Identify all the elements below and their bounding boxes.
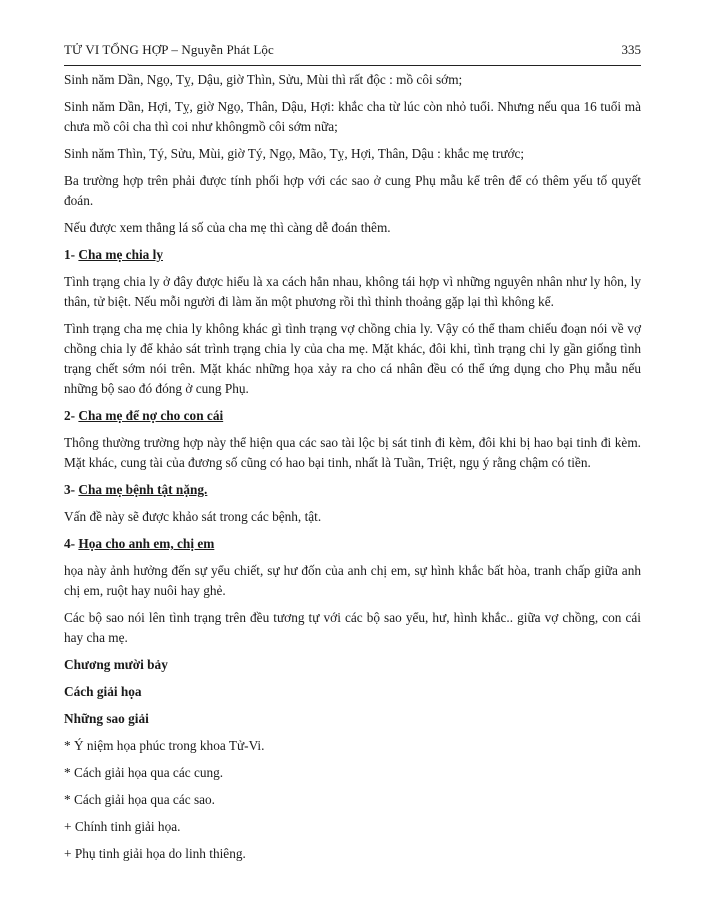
list-item: + Phụ tinh giải họa do linh thiêng. — [64, 846, 246, 861]
list-item: + Chính tinh giải họa. — [64, 819, 181, 834]
section-heading-3 — [64, 480, 641, 500]
intro-paragraph: Ba trường hợp trên phải được tính phối hợp với các sao ở cung Phụ mẫu kể trên để có thêm yếu tố quyết đoán. — [64, 173, 641, 208]
section-number: 4- — [64, 536, 76, 551]
header-title: TỬ VI TỔNG HỢP – Nguyễn Phát Lộc — [64, 42, 274, 57]
section-paragraph: Vấn đề này sẽ được khảo sát trong các bệnh, tật. — [64, 509, 322, 524]
page-number: 335 — [621, 42, 641, 57]
chapter-subtitle: Cách giải họa — [64, 684, 142, 699]
list-item: * Cách giải họa qua các sao. — [64, 792, 216, 807]
section-paragraph: Thông thường trường hợp này thể hiện qua các sao tài lộc bị sát tinh đi kèm, đôi khi bị hao bại tinh đi kèm. Mặt khác, cung tài của đương số cũng có hao bại tinh, nhất là Tuần, Triệt, ngụ ý rằng chậm có tiền. — [64, 435, 641, 470]
list-item: * Cách giải họa qua các cung. — [64, 765, 224, 780]
section-paragraph: Các bộ sao nói lên tình trạng trên đều tương tự với các bộ sao yểu, hư, hình khắc.. giữa vợ chồng, con cái hay cha mẹ. — [64, 610, 641, 645]
intro-paragraph: Sinh năm Dần, Hợi, Tỵ, giờ Ngọ, Thân, Dậu, Hợi: khắc cha từ lúc còn nhỏ tuổi. Nhưng nếu qua 16 tuổi mà chưa mồ côi cha thì coi như khôngmồ côi sớm nữa; — [64, 99, 641, 134]
section-title: Họa cho anh em, chị em — [78, 536, 215, 551]
section-number: 3- — [64, 482, 76, 497]
section-heading-2 — [64, 406, 641, 426]
section-number: 2- — [64, 408, 76, 423]
chapter-title: Chương mười bảy — [64, 657, 168, 672]
section-paragraph: họa này ảnh hưởng đến sự yểu chiết, sự hư đốn của anh chị em, sự hình khắc bất hòa, tranh chấp giữa anh chị em, ruột hay nuôi hay ghẻ. — [64, 563, 641, 598]
section-number: 1- — [64, 247, 76, 262]
document-page — [64, 42, 641, 871]
intro-paragraph: Sinh năm Dần, Ngọ, Tỵ, Dậu, giờ Thìn, Sửu, Mùi thì rất độc : mồ côi sớm; — [64, 72, 463, 87]
section-paragraph: Tình trạng chia ly ở đây được hiểu là xa cách hẳn nhau, không tái hợp vì những nguyên nhân như ly hôn, ly thân, tử biệt. Nếu mỗi người đi làm ăn một phương rồi thì thỉnh thoảng gặp lại thì không kể. — [64, 274, 641, 309]
section-heading-1 — [64, 245, 641, 265]
section-heading-4 — [64, 534, 641, 554]
page-header — [64, 42, 641, 66]
list-item: * Ý niệm họa phúc trong khoa Tử-Vi. — [64, 738, 265, 753]
intro-paragraph: Sinh năm Thìn, Tý, Sửu, Mùi, giờ Tý, Ngọ, Mão, Tỵ, Hợi, Thân, Dậu : khắc mẹ trước; — [64, 146, 525, 161]
intro-paragraph: Nếu được xem thẳng lá số của cha mẹ thì càng dễ đoán thêm. — [64, 220, 391, 235]
section-title: Cha mẹ để nợ cho con cái — [78, 408, 224, 423]
section-title: Cha mẹ chia ly — [78, 247, 163, 262]
section-title: Cha mẹ bệnh tật nặng. — [78, 482, 208, 497]
section-paragraph: Tình trạng cha mẹ chia ly không khác gì tình trạng vợ chồng chia ly. Vậy có thể tham chiếu đoạn nói về vợ chồng chia ly để khảo sát trình trạng chia ly của cha mẹ. Mặt khác, đôi khi, tình trạng chi ly gần giống tình trạng chết sớm nói trên. Mặt khác những họa xảy ra cho cá nhân đều có thể ứng dụng cho Phụ mẫu nếu những bộ sao đó đóng ở cung Phụ. — [64, 321, 641, 396]
chapter-heading: Những sao giải — [64, 711, 149, 726]
